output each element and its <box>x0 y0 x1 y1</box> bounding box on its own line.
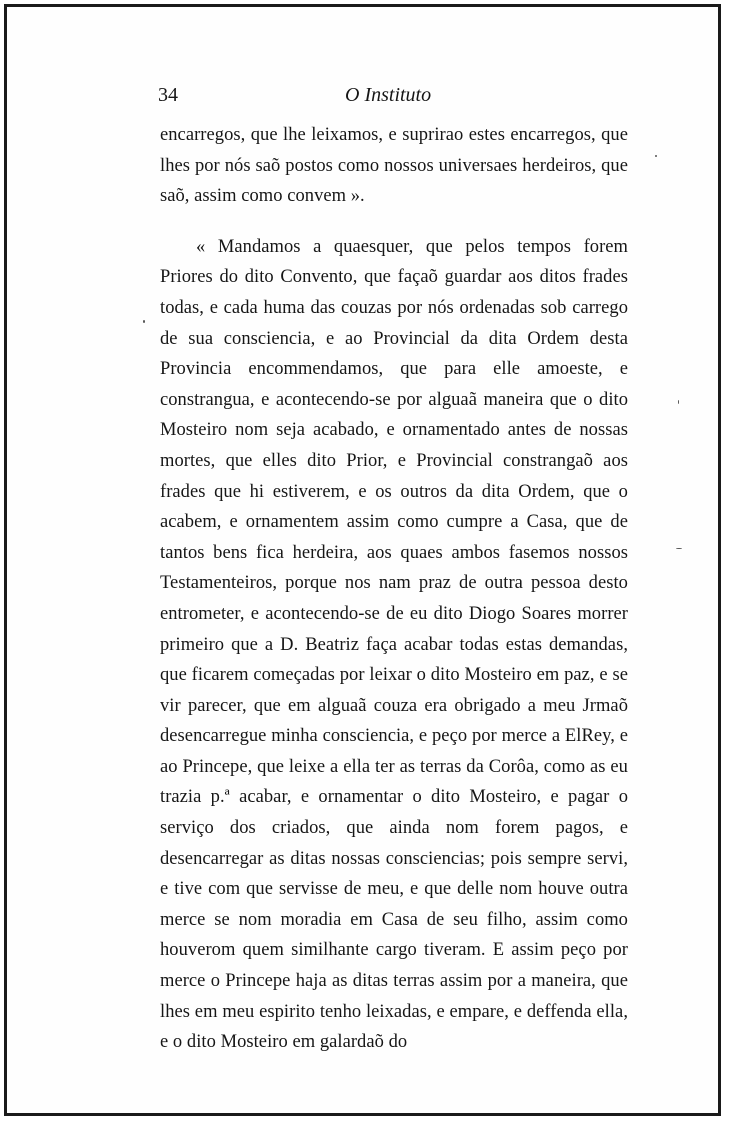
page-header <box>0 80 729 110</box>
scan-speck <box>676 548 682 549</box>
scan-speck <box>678 400 679 404</box>
running-title: O Instituto <box>345 84 432 106</box>
body-text <box>160 120 628 1058</box>
paragraph: « Mandamos a quaesquer, que pelos tempos forem Priores do dito Convento, que façaõ guardar aos ditos frades todas, e cada huma das couzas por nós ordenadas sob carrego de sua consciencia, e ao Provincial da dita Ordem desta Provincia encommendamos, que para elle amoeste, e constrangua, e acontecendo-se por alguaã maneira que o dito Mosteiro nom seja acabado, e ornamentado antes de nossas mortes, que elles dito Prior, e Provincial constrangaõ aos frades que hi estiverem, e os outros da dita Ordem, que o acabem, e ornamentem assim como cumpre a Casa, que de tantos bens fica herdeira, aos quaes ambos fasemos nossos Testamenteiros, porque nos nam praz de outra pessoa desto entrometer, e acontecendo-se de eu dito Diogo Soares morrer primeiro que a D. Beatriz faça acabar todas estas demandas, que ficarem começadas por leixar o dito Mosteiro em paz, e se vir parecer, que em alguaã couza era obrigado a meu Jrmaõ desencarregue minha consciencia, e peço por merce a ElRey, e ao Princepe, que leixe a ella ter as terras da Corôa, como as eu trazia p.ª acabar, e ornamentar o dito Mosteiro, e pagar o serviço dos criados, que ainda nom forem pagos, e desencarregar as ditas nossas consciencias; pois sempre servi, e tive com que servisse de meu, e que delle nom houve outra merce se nom moradia em Casa de seu filho, assim como houverom quem similhante cargo tiveram. E assim peço por merce o Princepe haja as ditas terras assim por a maneira, que lhes em meu espirito tenho leixadas, e empare, e deffenda ella, e o dito Mosteiro em galardaõ do <box>160 236 628 1053</box>
page-number: 34 <box>158 84 178 106</box>
scan-speck <box>655 155 657 157</box>
paragraph: encarregos, que lhe leixamos, e suprirao estes encarregos, que lhes por nós saõ postos como nossos universaes herdeiros, que saõ, assim como convem ». <box>160 125 628 207</box>
scan-speck <box>143 320 145 323</box>
